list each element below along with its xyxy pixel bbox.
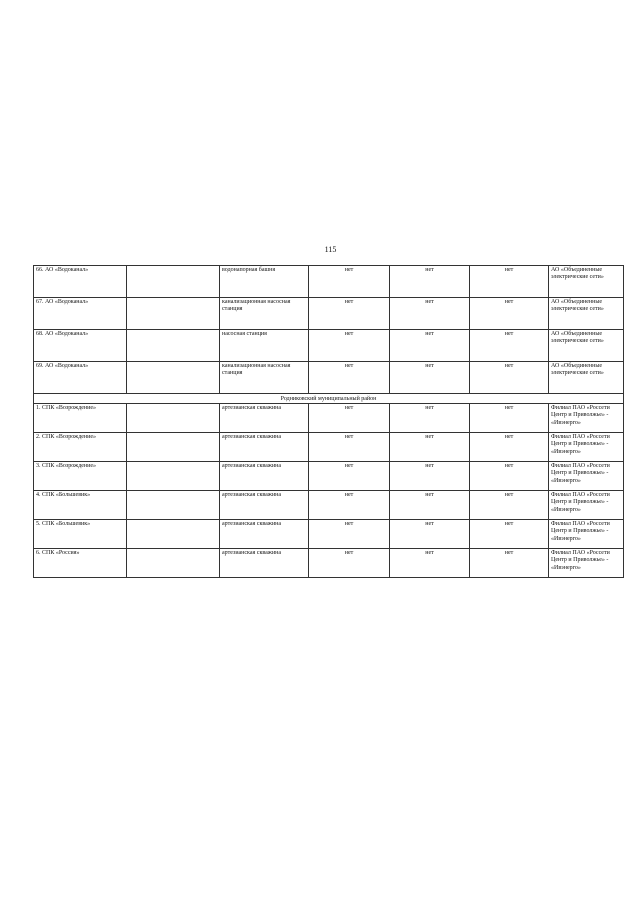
value-cell: нет: [309, 491, 390, 520]
section-row: [34, 394, 624, 404]
organization-cell: 2. СПК «Возрождение»: [34, 433, 127, 462]
empty-cell: [127, 266, 220, 298]
object-type-cell: водонапорная башня: [220, 266, 309, 298]
value-cell: нет: [390, 549, 470, 578]
organization-cell: 68. АО «Водоканал»: [34, 330, 127, 362]
value-cell: нет: [470, 549, 549, 578]
value-cell: нет: [470, 298, 549, 330]
value-cell: нет: [390, 462, 470, 491]
object-type-cell: насосная станция: [220, 330, 309, 362]
value-cell: нет: [309, 404, 390, 433]
supplier-cell: АО «Объединенные электрические сети»: [549, 298, 624, 330]
value-cell: нет: [309, 266, 390, 298]
value-cell: нет: [309, 462, 390, 491]
value-cell: нет: [309, 362, 390, 394]
value-cell: нет: [309, 549, 390, 578]
value-cell: нет: [390, 266, 470, 298]
value-cell: нет: [470, 520, 549, 549]
table-row: [34, 491, 624, 520]
organization-cell: 4. СПК «Большевик»: [34, 491, 127, 520]
table-row: [34, 520, 624, 549]
value-cell: нет: [390, 520, 470, 549]
supplier-cell: Филиал ПАО «Россети Центр и Приволжье» - «Ивэнерго»: [549, 549, 624, 578]
object-type-cell: канализационная насосная станция: [220, 362, 309, 394]
value-cell: нет: [470, 404, 549, 433]
page-number: 115: [324, 245, 337, 254]
value-cell: нет: [390, 330, 470, 362]
value-cell: нет: [390, 404, 470, 433]
value-cell: нет: [390, 298, 470, 330]
object-type-cell: канализационная насосная станция: [220, 298, 309, 330]
value-cell: нет: [390, 433, 470, 462]
value-cell: нет: [470, 362, 549, 394]
empty-cell: [127, 520, 220, 549]
value-cell: нет: [309, 330, 390, 362]
table-row: [34, 462, 624, 491]
table-row: [34, 362, 624, 394]
organization-cell: 5. СПК «Большевик»: [34, 520, 127, 549]
empty-cell: [127, 298, 220, 330]
empty-cell: [127, 362, 220, 394]
supplier-cell: Филиал ПАО «Россети Центр и Приволжье» - «Ивэнерго»: [549, 404, 624, 433]
value-cell: нет: [470, 330, 549, 362]
value-cell: нет: [309, 433, 390, 462]
organization-cell: 3. СПК «Возрождение»: [34, 462, 127, 491]
table-row: [34, 330, 624, 362]
empty-cell: [127, 549, 220, 578]
object-type-cell: артезианская скважина: [220, 462, 309, 491]
value-cell: нет: [470, 266, 549, 298]
empty-cell: [127, 433, 220, 462]
object-type-cell: артезианская скважина: [220, 404, 309, 433]
value-cell: нет: [390, 362, 470, 394]
supplier-cell: АО «Объединенные электрические сети»: [549, 266, 624, 298]
object-type-cell: артезианская скважина: [220, 549, 309, 578]
empty-cell: [127, 404, 220, 433]
supplier-cell: Филиал ПАО «Россети Центр и Приволжье» - «Ивэнерго»: [549, 462, 624, 491]
supplier-cell: АО «Объединенные электрические сети»: [549, 362, 624, 394]
value-cell: нет: [470, 462, 549, 491]
table-row: [34, 266, 624, 298]
object-type-cell: артезианская скважина: [220, 520, 309, 549]
supplier-cell: АО «Объединенные электрические сети»: [549, 330, 624, 362]
section-heading: Родниковский муниципальный район: [34, 394, 624, 404]
organization-cell: 66. АО «Водоканал»: [34, 266, 127, 298]
value-cell: нет: [470, 433, 549, 462]
table-row: [34, 549, 624, 578]
empty-cell: [127, 491, 220, 520]
organization-cell: 1. СПК «Возрождение»: [34, 404, 127, 433]
organization-cell: 67. АО «Водоканал»: [34, 298, 127, 330]
table-row: [34, 298, 624, 330]
table-row: [34, 433, 624, 462]
empty-cell: [127, 330, 220, 362]
object-type-cell: артезианская скважина: [220, 491, 309, 520]
empty-cell: [127, 462, 220, 491]
supplier-cell: Филиал ПАО «Россети Центр и Приволжье» - «Ивэнерго»: [549, 520, 624, 549]
facilities-table: [33, 265, 624, 578]
value-cell: нет: [470, 491, 549, 520]
object-type-cell: артезианская скважина: [220, 433, 309, 462]
organization-cell: 6. СПК «Россия»: [34, 549, 127, 578]
supplier-cell: Филиал ПАО «Россети Центр и Приволжье» - «Ивэнерго»: [549, 491, 624, 520]
value-cell: нет: [309, 520, 390, 549]
supplier-cell: Филиал ПАО «Россети Центр и Приволжье» - «Ивэнерго»: [549, 433, 624, 462]
value-cell: нет: [390, 491, 470, 520]
value-cell: нет: [309, 298, 390, 330]
table-row: [34, 404, 624, 433]
organization-cell: 69. АО «Водоканал»: [34, 362, 127, 394]
